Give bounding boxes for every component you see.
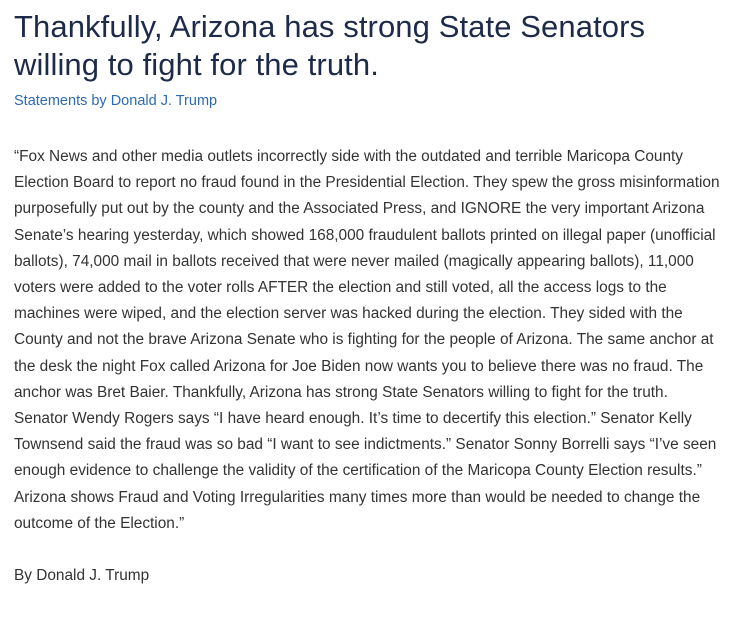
statements-source-link[interactable]: Statements by Donald J. Trump <box>14 93 218 109</box>
article-headline: Thankfully, Arizona has strong State Senators willing to fight for the truth. <box>14 9 646 82</box>
article-byline: By Donald J. Trump <box>14 567 150 585</box>
statement-body: “Fox News and other media outlets incorrectly side with the outdated and terrible Maricopa County Election Board to report no fraud found in the Presidential Election. They spew the gross misinformation purposefully put out by the county and the Associated Press, and IGNORE the very important Arizona Senate’s hearing yesterday, which showed 168,000 fraudulent ballots printed on illegal paper (unofficial ballots), 74,000 mail in ballots received that were never mailed (magically appearing ballots), 11,000 voters were added to the voter rolls AFTER the election and still voted, all the access logs to the machines were wiped, and the election server was hacked during the election. They sided with the County and not the brave Arizona Senate who is fighting for the people of Arizona. The same anchor at the desk the night Fox called Arizona for Joe Biden now wants you to believe there was no fraud. The anchor was Bret Baier. Thankfully, Arizona has strong State Senators willing to fight for the truth. Senator Wendy Rogers says “I have heard enough. It’s time to decertify this election.” Senator Kelly Townsend said the fraud was so bad “I want to see indictments.” Senator Sonny Borrelli says “I’ve seen enough evidence to challenge the validity of the certification of the Maricopa County Election results.” Arizona shows Fraud and Voting Irregularities many times more than would be needed to change the outcome of the Election.” <box>14 148 720 532</box>
